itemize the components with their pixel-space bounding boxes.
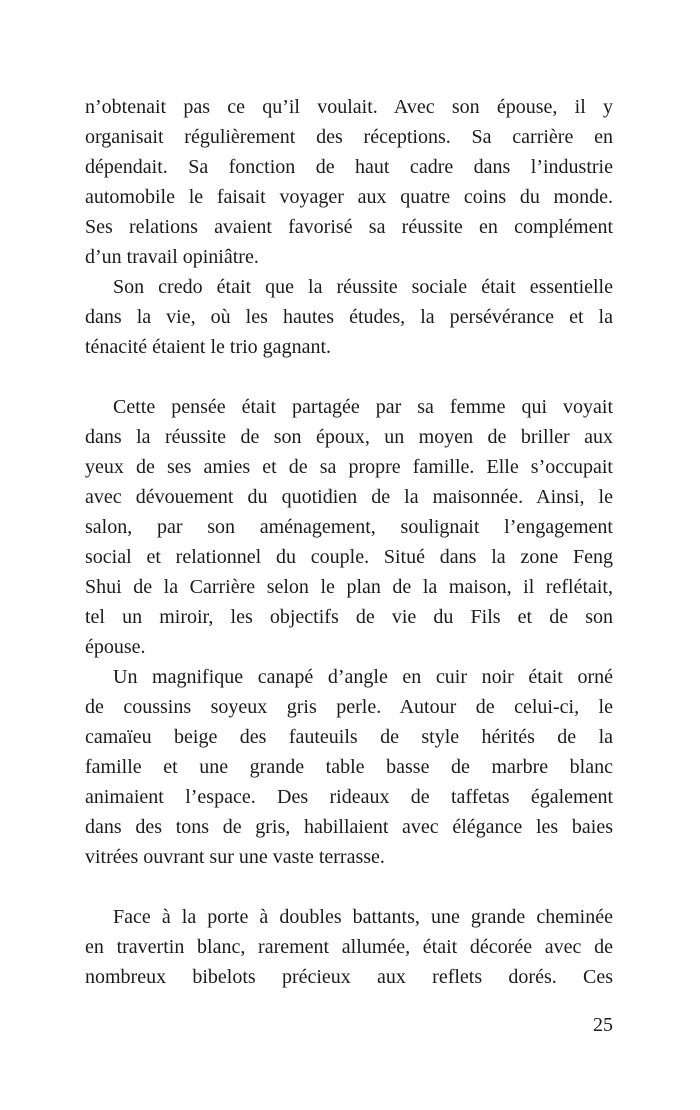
text-line: nombreux bibelots précieux aux reflets dorés. Ces xyxy=(85,966,613,988)
text-line: avec dévouement du quotidien de la maisonnée. Ainsi, le xyxy=(85,486,613,508)
text-line: camaïeu beige des fauteuils de style hérités de la xyxy=(85,726,613,748)
text-line: dans la réussite de son époux, un moyen de briller aux xyxy=(85,426,613,448)
paragraph xyxy=(85,662,613,872)
text-line: dans des tons de gris, habillaient avec élégance les baies xyxy=(85,816,613,838)
text-line: en travertin blanc, rarement allumée, était décorée avec de xyxy=(85,936,613,958)
text-line: de coussins soyeux gris perle. Autour de celui-ci, le xyxy=(85,696,613,718)
text-line: famille et une grande table basse de marbre blanc xyxy=(85,756,613,778)
text-line: salon, par son aménagement, soulignait l’engagement xyxy=(85,516,613,538)
page-text xyxy=(85,92,613,992)
text-line: social et relationnel du couple. Situé dans la zone Feng xyxy=(85,546,613,568)
text-line: Shui de la Carrière selon le plan de la maison, il reflétait, xyxy=(85,576,613,598)
text-line: dans la vie, où les hautes études, la persévérance et la xyxy=(85,306,613,328)
text-line: épouse. xyxy=(85,636,146,658)
text-line: Ses relations avaient favorisé sa réussite en complément xyxy=(85,216,613,238)
paragraph xyxy=(85,272,613,362)
text-line: Son credo était que la réussite sociale était essentielle xyxy=(113,276,613,298)
text-line: animaient l’espace. Des rideaux de taffetas également xyxy=(85,786,613,808)
text-line: Face à la porte à doubles battants, une grande cheminée xyxy=(113,906,613,928)
page-number: 25 xyxy=(593,1014,613,1036)
paragraph xyxy=(85,92,613,272)
text-line: dépendait. Sa fonction de haut cadre dans l’industrie xyxy=(85,156,613,178)
text-line: Cette pensée était partagée par sa femme qui voyait xyxy=(113,396,613,418)
paragraph xyxy=(85,392,613,662)
text-line: vitrées ouvrant sur une vaste terrasse. xyxy=(85,846,385,868)
text-line: d’un travail opiniâtre. xyxy=(85,246,259,268)
paragraph xyxy=(85,902,613,992)
text-line: yeux de ses amies et de sa propre famille. Elle s’occupait xyxy=(85,456,613,478)
text-line: n’obtenait pas ce qu’il voulait. Avec son épouse, il y xyxy=(85,96,613,118)
text-line: tel un miroir, les objectifs de vie du Fils et de son xyxy=(85,606,613,628)
text-line: organisait régulièrement des réceptions. Sa carrière en xyxy=(85,126,613,148)
text-line: automobile le faisait voyager aux quatre coins du monde. xyxy=(85,186,613,208)
text-line: Un magnifique canapé d’angle en cuir noir était orné xyxy=(113,666,613,688)
text-line: ténacité étaient le trio gagnant. xyxy=(85,336,331,358)
